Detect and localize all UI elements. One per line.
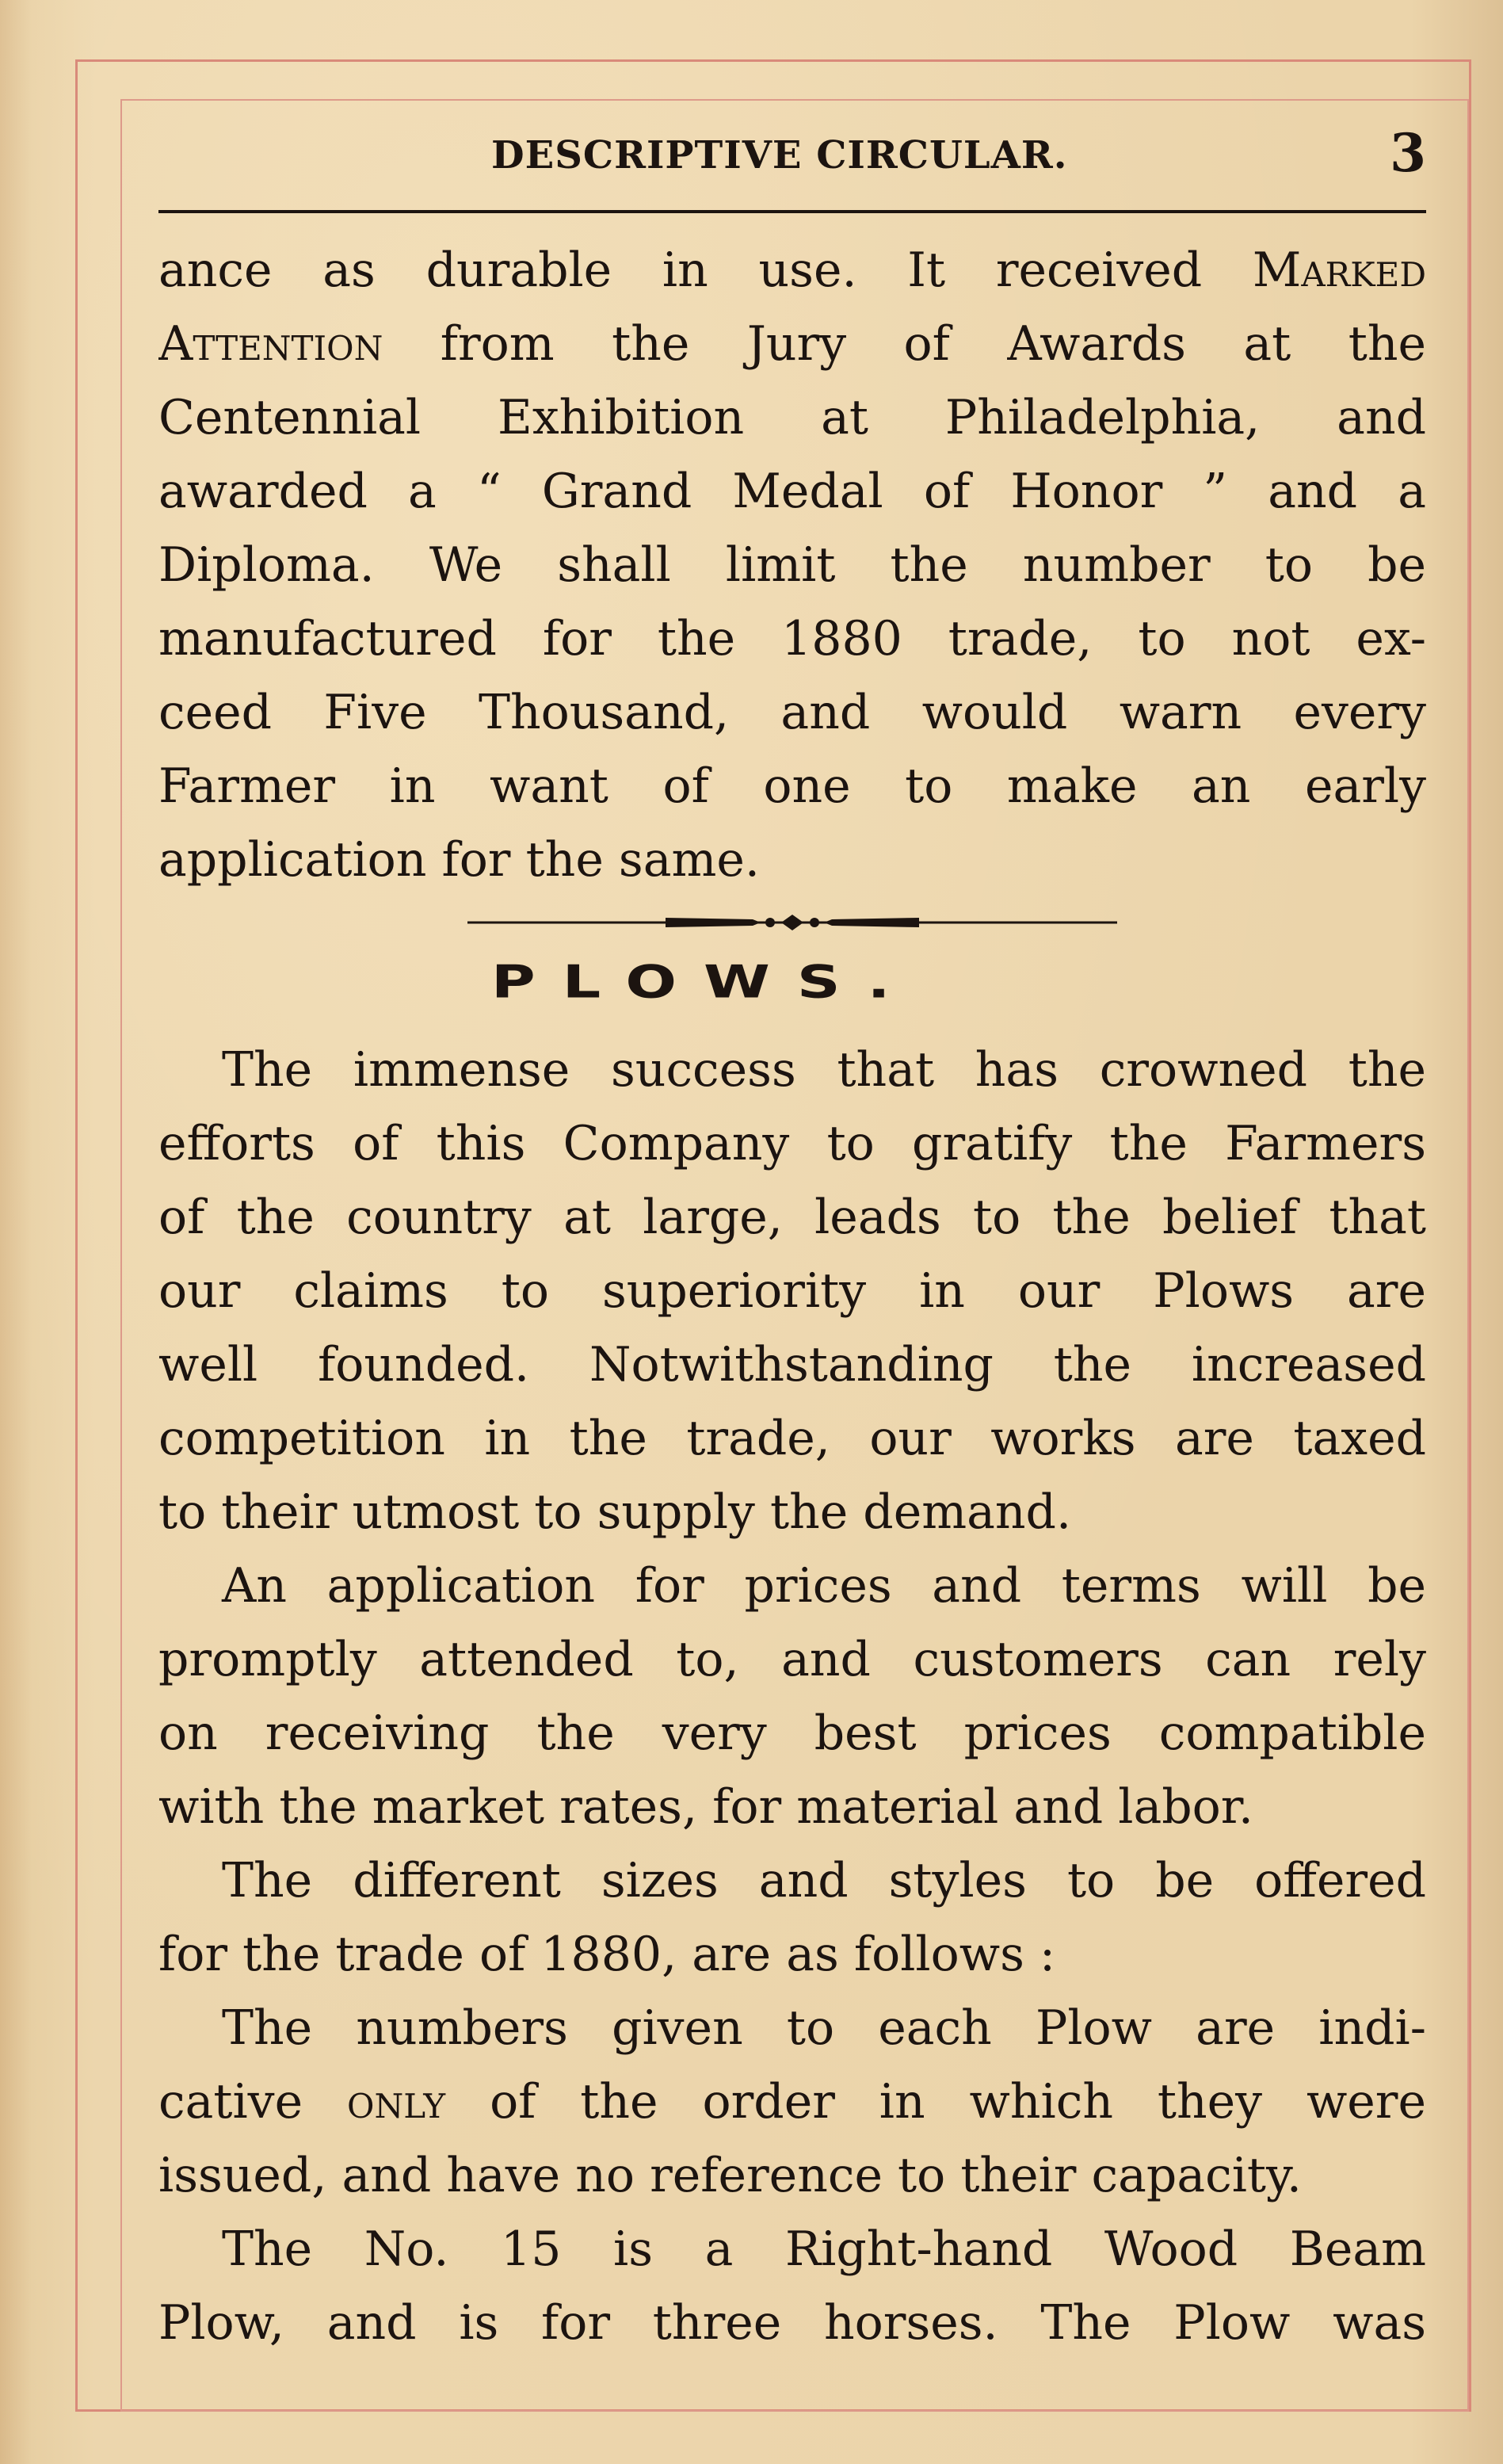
small-caps-only: only: [347, 2074, 446, 2130]
text-line: issued, and have no reference to their capacity.: [158, 2148, 1302, 2203]
text-line: ceed Five Thousand, and would warn every: [158, 685, 1426, 740]
text-line: with the market rates, for material and labor.: [158, 1779, 1253, 1835]
page-header: [158, 119, 1426, 190]
small-caps-attention: Attention: [158, 316, 383, 372]
text-line: Diploma. We shall limit the number to be: [158, 537, 1426, 593]
text-line: cative only of the order in which they were: [158, 2074, 1426, 2130]
text-line: An application for prices and terms will be: [222, 1558, 1426, 1614]
text-line: awarded a “ Grand Medal of Honor ” and a: [158, 464, 1426, 519]
small-caps-marked: Marked: [1252, 243, 1426, 298]
text-line: The different sizes and styles to be offered: [222, 1853, 1426, 1908]
text-line: promptly attended to, and customers can rely: [158, 1632, 1426, 1687]
text-line: competition in the trade, our works are taxed: [158, 1411, 1426, 1466]
text-line: Plow, and is for three horses. The Plow was: [158, 2295, 1426, 2351]
text-line: for the trade of 1880, are as follows :: [158, 1927, 1056, 1982]
section-ornament: [158, 907, 1426, 946]
text-line: application for the same.: [158, 832, 760, 888]
header-rule: [158, 210, 1426, 213]
text-line: efforts of this Company to gratify the Farmers: [158, 1116, 1426, 1171]
text-line: of the country at large, leads to the belief that: [158, 1190, 1426, 1245]
text-line: our claims to superiority in our Plows are: [158, 1263, 1426, 1319]
page-body: [158, 234, 1426, 2360]
text-line: to their utmost to supply the demand.: [158, 1484, 1072, 1540]
text-line: ance as durable in use. It received Marked: [158, 243, 1426, 298]
page-number: 3: [1390, 122, 1426, 184]
text-line: manufactured for the 1880 trade, to not ex-: [158, 611, 1426, 667]
text-line: well founded. Notwithstanding the increased: [158, 1337, 1426, 1392]
section-heading-plows: PLOWS.: [491, 955, 917, 1008]
text-line: The immense success that has crowned the: [222, 1042, 1426, 1098]
running-title: DESCRIPTIVE CIRCULAR.: [491, 133, 1068, 178]
text-line: Farmer in want of one to make an early: [158, 758, 1426, 814]
text-line: Centennial Exhibition at Philadelphia, and: [158, 390, 1426, 445]
text-line: Attention from the Jury of Awards at the: [158, 316, 1426, 372]
text-line: The No. 15 is a Right-hand Wood Beam: [222, 2221, 1426, 2277]
text-line: The numbers given to each Plow are indi-: [222, 2000, 1426, 2056]
ornament-rule-icon: [467, 907, 1117, 938]
text-line: on receiving the very best prices compatible: [158, 1706, 1426, 1761]
